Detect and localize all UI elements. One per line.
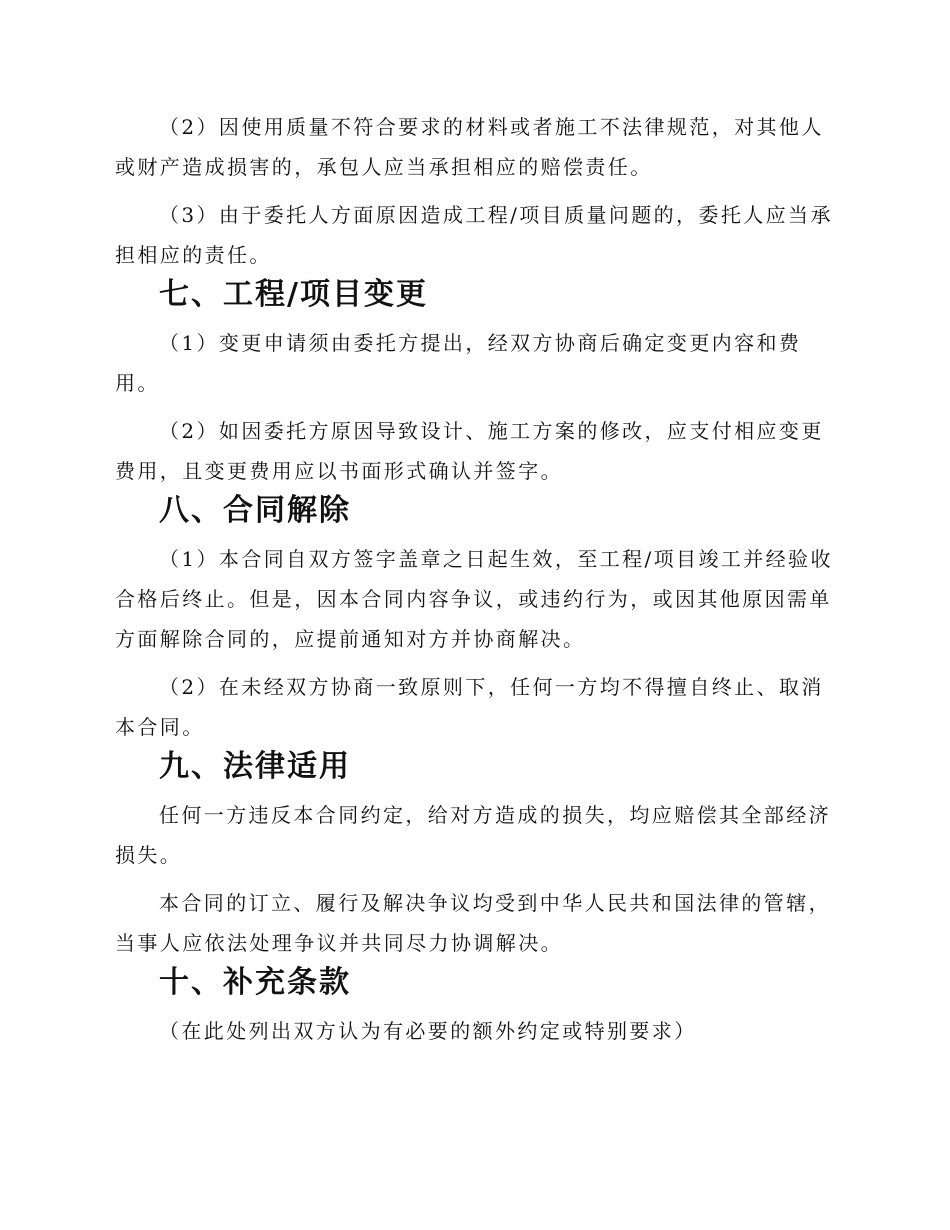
clause-7-3-client-responsibility: （3）由于委托人方面原因造成工程/项目质量问题的，委托人应当承担相应的责任。 — [115, 203, 833, 267]
section-heading-7: 七、工程/项目变更 — [159, 277, 428, 312]
clause-change-1: （1）变更申请须由委托方提出，经双方协商后确定变更内容和费用。 — [115, 331, 802, 395]
clause-change-2: （2）如因委托方原因导致设计、施工方案的修改，应支付相应变更费用，且变更费用应以书面形式确认并签字。 — [115, 419, 824, 483]
clause-termination-2: （2）在未经双方协商一致原则下，任何一方均不得擅自终止、取消本合同。 — [115, 675, 824, 739]
clause-supplementary-placeholder: （在此处列出双方认为有必要的额外约定或特别要求） — [159, 1019, 697, 1043]
section-heading-10: 十、补充条款 — [159, 965, 351, 1000]
clause-7-2-damage-liability: （2）因使用质量不符合要求的材料或者施工不法律规范，对其他人或财产造成损害的，承包人应当承担相应的赔偿责任。 — [115, 115, 824, 179]
clause-law-governing: 本合同的订立、履行及解决争议均受到中华人民共和国法律的管辖，当事人应依法处理争议并共同尽力协调解决。 — [115, 891, 831, 955]
section-heading-8: 八、合同解除 — [159, 493, 351, 528]
document-page — [115, 107, 835, 1051]
clause-termination-1: （1）本合同自双方签字盖章之日起生效，至工程/项目竣工并经验收合格后终止。但是，因本合同内容争议，或违约行为，或因其他原因需单方面解除合同的，应提前通知对方并协商解决。 — [115, 547, 833, 651]
section-heading-9: 九、法律适用 — [159, 749, 351, 784]
clause-law-breach: 任何一方违反本合同约定，给对方造成的损失，均应赔偿其全部经济损失。 — [115, 803, 831, 867]
